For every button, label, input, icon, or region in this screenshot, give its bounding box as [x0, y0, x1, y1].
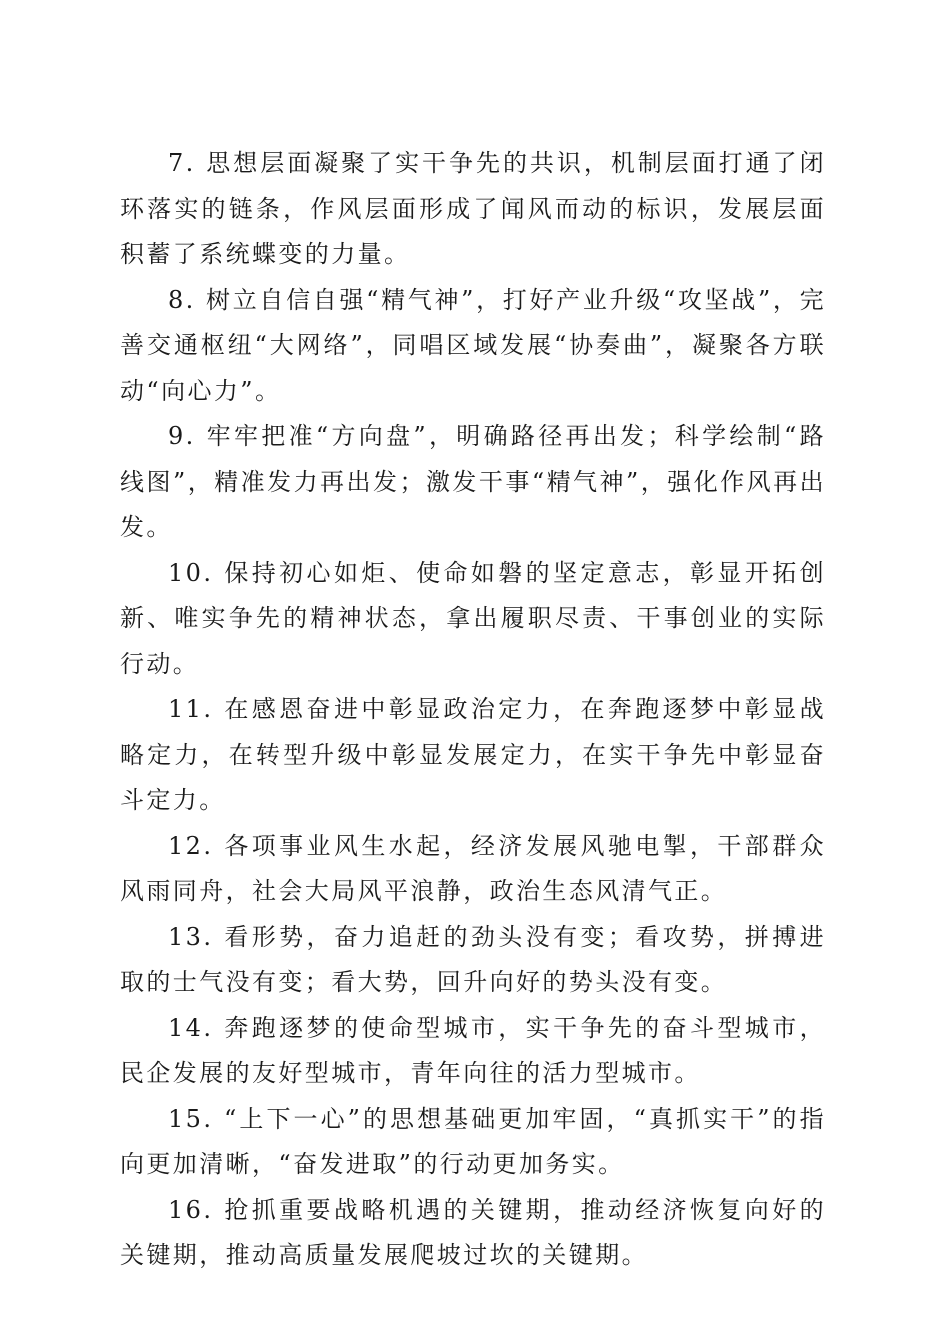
document-body	[120, 141, 826, 1279]
paragraph-13: 13. 看形势，奋力追赶的劲头没有变；看攻势，拼搏进取的士气没有变；看大势，回升向好的势头没有变。	[120, 922, 826, 996]
paragraph-14: 14. 奔跑逐梦的使命型城市，实干争先的奋斗型城市，民企发展的友好型城市，青年向往的活力型城市。	[120, 1013, 826, 1087]
paragraph-12: 12. 各项事业风生水起，经济发展风驰电掣，干部群众风雨同舟，社会大局风平浪静，政治生态风清气正。	[120, 831, 826, 905]
paragraph-9: 9. 牢牢把准“方向盘”，明确路径再出发；科学绘制“路线图”，精准发力再出发；激发干事“精气神”，强化作风再出发。	[120, 422, 826, 541]
paragraph-8: 8. 树立自信自强“精气神”，打好产业升级“攻坚战”，完善交通枢纽“大网络”，同唱区域发展“协奏曲”，凝聚各方联动“向心力”。	[120, 285, 826, 405]
paragraph-16: 16. 抢抓重要战略机遇的关键期，推动经济恢复向好的关键期，推动高质量发展爬坡过坎的关键期。	[120, 1195, 826, 1269]
paragraph-15: 15. “上下一心”的思想基础更加牢固，“真抓实干”的指向更加清晰，“奋发进取”的行动更加务实。	[120, 1104, 826, 1178]
paragraph-10: 10. 保持初心如炬、使命如磐的坚定意志，彰显开拓创新、唯实争先的精神状态，拿出履职尽责、干事创业的实际行动。	[120, 558, 826, 678]
paragraph-11: 11. 在感恩奋进中彰显政治定力，在奔跑逐梦中彰显战略定力，在转型升级中彰显发展定力，在实干争先中彰显奋斗定力。	[120, 695, 826, 814]
paragraph-7: 7. 思想层面凝聚了实干争先的共识，机制层面打通了闭环落实的链条，作风层面形成了闻风而动的标识，发展层面积蓄了系统蝶变的力量。	[120, 149, 826, 268]
